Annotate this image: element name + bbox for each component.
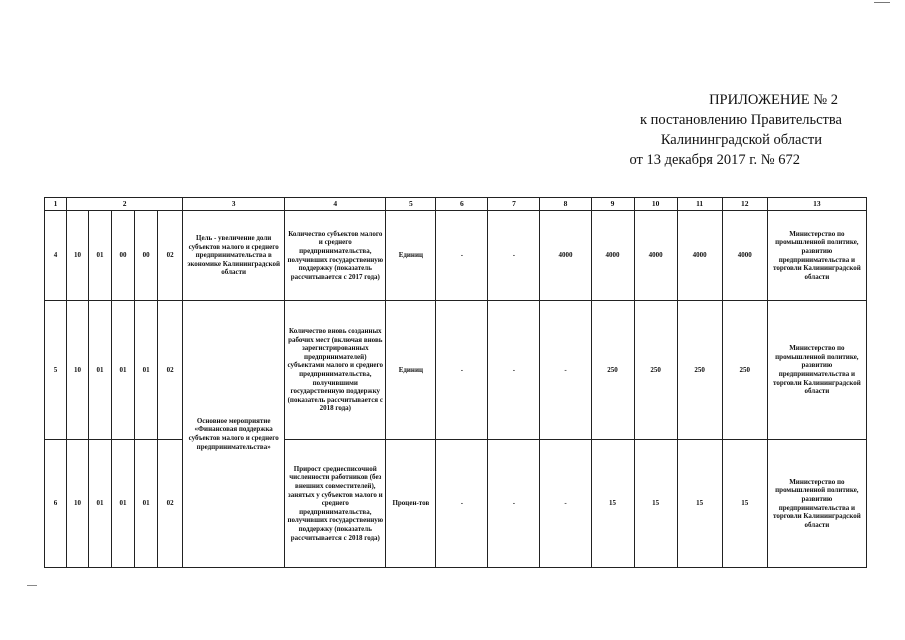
- column-number: 7: [488, 198, 540, 211]
- column-numbers-row: [45, 198, 867, 211]
- value-cell: -: [488, 301, 540, 440]
- column-number: 10: [634, 198, 677, 211]
- responsible-cell: Министерство по промышленной политике, развитию предпринимательства и торговли Калининградской области: [767, 211, 866, 301]
- appendix-header: [629, 90, 842, 170]
- appendix-date: от 13 декабря 2017 г. № 672: [629, 152, 800, 168]
- value-cell: 15: [677, 440, 722, 568]
- code-cell: 10: [67, 211, 89, 301]
- code-cell: 02: [158, 440, 183, 568]
- value-cell: 15: [634, 440, 677, 568]
- value-cell: 15: [591, 440, 634, 568]
- unit-cell: Процен-тов: [386, 440, 436, 568]
- code-cell: 10: [67, 301, 89, 440]
- value-cell: 4000: [722, 211, 767, 301]
- value-cell: 250: [722, 301, 767, 440]
- row-number: 5: [45, 301, 67, 440]
- value-cell: -: [436, 301, 488, 440]
- value-cell: 4000: [677, 211, 722, 301]
- code-cell: 02: [158, 301, 183, 440]
- table-row: [45, 301, 867, 440]
- code-cell: 01: [89, 211, 112, 301]
- value-cell: -: [436, 211, 488, 301]
- column-number: 12: [722, 198, 767, 211]
- column-number: 8: [540, 198, 591, 211]
- row-number: 6: [45, 440, 67, 568]
- code-cell: 01: [89, 301, 112, 440]
- code-cell: 02: [158, 211, 183, 301]
- value-cell: 250: [634, 301, 677, 440]
- code-cell: 01: [135, 440, 158, 568]
- code-cell: 01: [135, 301, 158, 440]
- indicators-table: [44, 197, 867, 568]
- value-cell: -: [436, 440, 488, 568]
- code-cell: 00: [112, 211, 135, 301]
- row-number: 4: [45, 211, 67, 301]
- code-cell: 10: [67, 440, 89, 568]
- column-number: 13: [767, 198, 866, 211]
- column-number: 3: [183, 198, 285, 211]
- appendix-region: Калининградской области: [660, 132, 822, 148]
- main-event-cell: Основное мероприятие «Финансовая поддержка субъектов малого и среднего предпринимательства»: [183, 301, 285, 568]
- indicator-cell: Прирост среднесписочной численности работников (без внешних совместителей), занятых у субъектов малого и среднего предпринимательства, получивших государственную поддержку (показатель рассчитывается с 2018 года): [285, 440, 386, 568]
- column-number: 4: [285, 198, 386, 211]
- responsible-cell: Министерство по промышленной политике, развитию предпринимательства и торговли Калининградской области: [767, 440, 866, 568]
- scan-mark: [874, 2, 890, 3]
- value-cell: 4000: [540, 211, 591, 301]
- goal-cell: Цель - увеличение доли субъектов малого и среднего предпринимательства в экономике Калининградской области: [183, 211, 285, 301]
- code-cell: 00: [135, 211, 158, 301]
- value-cell: -: [540, 301, 591, 440]
- indicator-cell: Количество вновь созданных рабочих мест (включая вновь зарегистрированных предпринимателей) субъектами малого и среднего предпринимательства, получившими государственную поддержку (показатель рассчитывается с 2018 года): [285, 301, 386, 440]
- column-number: 6: [436, 198, 488, 211]
- value-cell: 15: [722, 440, 767, 568]
- value-cell: 250: [677, 301, 722, 440]
- table-row: [45, 211, 867, 301]
- responsible-cell: Министерство по промышленной политике, развитию предпринимательства и торговли Калининградской области: [767, 301, 866, 440]
- value-cell: -: [488, 211, 540, 301]
- code-cell: 01: [112, 301, 135, 440]
- margin-mark: [27, 585, 37, 586]
- code-cell: 01: [112, 440, 135, 568]
- value-cell: 4000: [634, 211, 677, 301]
- value-cell: 250: [591, 301, 634, 440]
- column-number: 9: [591, 198, 634, 211]
- indicator-cell: Количество субъектов малого и среднего предпринимательства, получивших государственную поддержку (показатель рассчитывается с 2017 года): [285, 211, 386, 301]
- table-row: [45, 440, 867, 568]
- value-cell: 4000: [591, 211, 634, 301]
- column-number: 1: [45, 198, 67, 211]
- value-cell: -: [540, 440, 591, 568]
- appendix-title: ПРИЛОЖЕНИЕ № 2: [709, 92, 838, 108]
- unit-cell: Единиц: [386, 301, 436, 440]
- column-number: 2: [67, 198, 183, 211]
- column-number: 11: [677, 198, 722, 211]
- unit-cell: Единиц: [386, 211, 436, 301]
- code-cell: 01: [89, 440, 112, 568]
- value-cell: -: [488, 440, 540, 568]
- column-number: 5: [386, 198, 436, 211]
- appendix-resolution: к постановлению Правительства: [640, 112, 842, 128]
